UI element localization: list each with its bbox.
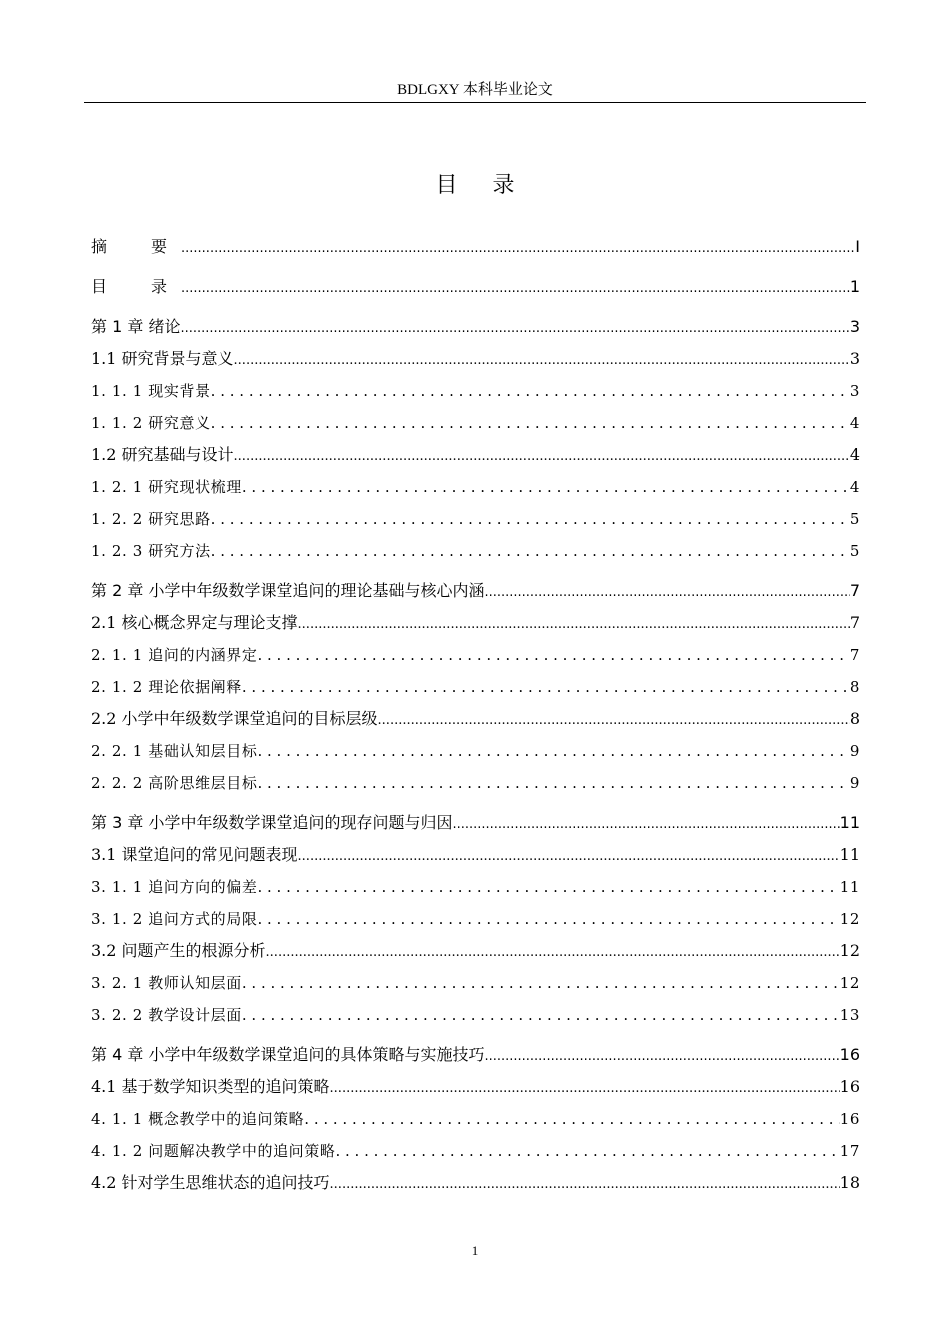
toc-entry[interactable]: [91, 807, 860, 839]
toc-entry-page: 9: [849, 774, 860, 792]
toc-entry-label: 1. 1. 2 研究意义: [91, 414, 211, 432]
toc-leader-dots: [257, 903, 839, 935]
toc-entry-page: 16: [839, 1045, 860, 1064]
page-title: 目 录: [435, 173, 529, 198]
toc-entry-page: 4: [849, 445, 860, 464]
toc-entry[interactable]: [91, 607, 860, 639]
toc-entry-label: 3.2 问题产生的根源分析: [91, 941, 266, 960]
toc-entry-label: 3. 2. 1 教师认知层面: [91, 974, 242, 992]
page-number: 1: [471, 1243, 479, 1258]
toc-entry[interactable]: [91, 767, 860, 799]
toc-leader-dots: [211, 375, 850, 407]
toc-entry-page: 11: [839, 813, 860, 832]
toc-leader-dots: [484, 577, 849, 609]
toc-leader-dots: [257, 639, 849, 671]
toc-entry-label: 1.1 研究背景与意义: [91, 349, 234, 368]
toc-leader-dots: [298, 609, 850, 641]
toc-entry-page: 4: [849, 478, 860, 496]
toc-entry[interactable]: [91, 1103, 860, 1135]
toc-entry-page: 7: [849, 646, 860, 664]
toc-entry[interactable]: [91, 671, 860, 703]
toc-entry-label: 1. 2. 2 研究思路: [91, 510, 211, 528]
toc-entry-page: 16: [839, 1110, 860, 1128]
toc-entry[interactable]: [91, 639, 860, 671]
toc-entry-page: 17: [839, 1142, 860, 1160]
toc-leader-dots: [181, 273, 850, 305]
toc-leader-dots: [211, 503, 850, 535]
toc-leader-dots: [335, 1135, 839, 1167]
toc-entry-page: 7: [849, 613, 860, 632]
toc-entry[interactable]: [91, 1039, 860, 1071]
toc-leader-dots: [484, 1041, 839, 1073]
toc-entry-label: 第 2 章 小学中年级数学课堂追问的理论基础与核心内涵: [91, 581, 485, 600]
toc-entry-label: 3.1 课堂追问的常见问题表现: [91, 845, 298, 864]
toc-entry[interactable]: [91, 439, 860, 471]
toc-entry-label: 1. 2. 1 研究现状梳理: [91, 478, 242, 496]
toc-entry[interactable]: [91, 471, 860, 503]
toc-leader-dots: [242, 671, 850, 703]
toc-entry[interactable]: [91, 735, 860, 767]
toc-entry[interactable]: [91, 231, 860, 263]
toc-leader-dots: [242, 967, 840, 999]
toc-entry-label: 3. 2. 2 教学设计层面: [91, 1006, 242, 1024]
toc-entry[interactable]: [91, 1071, 860, 1103]
toc-leader-dots: [257, 767, 849, 799]
toc-entry-page: I: [855, 237, 860, 256]
toc-entry-label: 第 1 章 绪论: [91, 317, 181, 336]
toc-entry[interactable]: [91, 967, 860, 999]
toc-leader-dots: [242, 999, 840, 1031]
toc-entry-page: 8: [849, 678, 860, 696]
toc-entry[interactable]: [91, 839, 860, 871]
toc-entry-page: 3: [849, 382, 860, 400]
toc-entry[interactable]: [91, 935, 860, 967]
toc-entry-page: 12: [839, 910, 860, 928]
toc-entry[interactable]: [91, 375, 860, 407]
toc-entry-page: 1: [849, 277, 860, 296]
toc-entry-label: 1.2 研究基础与设计: [91, 445, 234, 464]
toc-leader-dots: [298, 841, 840, 873]
header-rule: [84, 102, 866, 103]
table-of-contents: [91, 231, 860, 1199]
toc-leader-dots: [378, 705, 850, 737]
toc-entry[interactable]: [91, 575, 860, 607]
toc-leader-dots: [330, 1169, 840, 1201]
toc-entry-label: 4.1 基于数学知识类型的追问策略: [91, 1077, 330, 1096]
toc-entry-label: 第 3 章 小学中年级数学课堂追问的现存问题与归因: [91, 813, 453, 832]
toc-leader-dots: [180, 313, 849, 345]
toc-entry[interactable]: [91, 343, 860, 375]
toc-entry[interactable]: [91, 1167, 860, 1199]
toc-entry-page: 16: [839, 1077, 860, 1096]
toc-entry[interactable]: [91, 999, 860, 1031]
toc-leader-dots: [452, 809, 839, 841]
toc-entry-label: 4. 1. 1 概念教学中的追问策略: [91, 1110, 305, 1128]
toc-entry[interactable]: [91, 407, 860, 439]
toc-entry-label: 1. 1. 1 现实背景: [91, 382, 211, 400]
toc-leader-dots: [211, 407, 850, 439]
toc-entry-label: 2.1 核心概念界定与理论支撑: [91, 613, 298, 632]
toc-entry-page: 5: [849, 542, 860, 560]
toc-entry-page: 9: [849, 742, 860, 760]
toc-entry-label: 第 4 章 小学中年级数学课堂追问的具体策略与实施技巧: [91, 1045, 485, 1064]
toc-entry-label: 2.2 小学中年级数学课堂追问的目标层级: [91, 709, 378, 728]
running-header: BDLGXY 本科毕业论文: [397, 82, 553, 98]
toc-leader-dots: [234, 441, 850, 473]
toc-entry[interactable]: [91, 535, 860, 567]
toc-entry-page: 18: [839, 1173, 860, 1192]
toc-entry-page: 8: [849, 709, 860, 728]
toc-leader-dots: [257, 735, 849, 767]
toc-entry-label: 2. 2. 2 高阶思维层目标: [91, 774, 258, 792]
toc-entry-page: 12: [839, 974, 860, 992]
toc-leader-dots: [304, 1103, 839, 1135]
toc-entry-label: 摘 要: [91, 237, 182, 256]
toc-entry-label: 4.2 针对学生思维状态的追问技巧: [91, 1173, 330, 1192]
toc-entry[interactable]: [91, 311, 860, 343]
toc-leader-dots: [234, 345, 850, 377]
toc-leader-dots: [211, 535, 850, 567]
toc-entry-page: 4: [849, 414, 860, 432]
toc-entry-label: 2. 1. 2 理论依据阐释: [91, 678, 242, 696]
toc-entry-label: 4. 1. 2 问题解决教学中的追问策略: [91, 1142, 336, 1160]
toc-entry-page: 5: [849, 510, 860, 528]
toc-entry-page: 11: [839, 845, 860, 864]
toc-entry-label: 目 录: [91, 277, 182, 296]
toc-entry[interactable]: [91, 271, 860, 303]
toc-leader-dots: [181, 233, 855, 265]
toc-entry-label: 1. 2. 3 研究方法: [91, 542, 211, 560]
toc-entry-page: 3: [849, 349, 860, 368]
toc-leader-dots: [242, 471, 850, 503]
toc-entry[interactable]: [91, 1135, 860, 1167]
toc-entry-label: 2. 2. 1 基础认知层目标: [91, 742, 258, 760]
toc-leader-dots: [266, 937, 840, 969]
toc-entry-page: 12: [839, 941, 860, 960]
toc-entry[interactable]: [91, 871, 860, 903]
toc-entry[interactable]: [91, 903, 860, 935]
toc-entry-label: 2. 1. 1 追问的内涵界定: [91, 646, 258, 664]
toc-entry-page: 7: [849, 581, 860, 600]
toc-leader-dots: [257, 871, 839, 903]
toc-entry[interactable]: [91, 703, 860, 735]
toc-entry-page: 11: [839, 878, 860, 896]
toc-entry-label: 3. 1. 1 追问方向的偏差: [91, 878, 258, 896]
toc-entry-label: 3. 1. 2 追问方式的局限: [91, 910, 258, 928]
toc-leader-dots: [330, 1073, 840, 1105]
toc-entry[interactable]: [91, 503, 860, 535]
toc-entry-page: 3: [849, 317, 860, 336]
toc-entry-page: 13: [839, 1006, 860, 1024]
